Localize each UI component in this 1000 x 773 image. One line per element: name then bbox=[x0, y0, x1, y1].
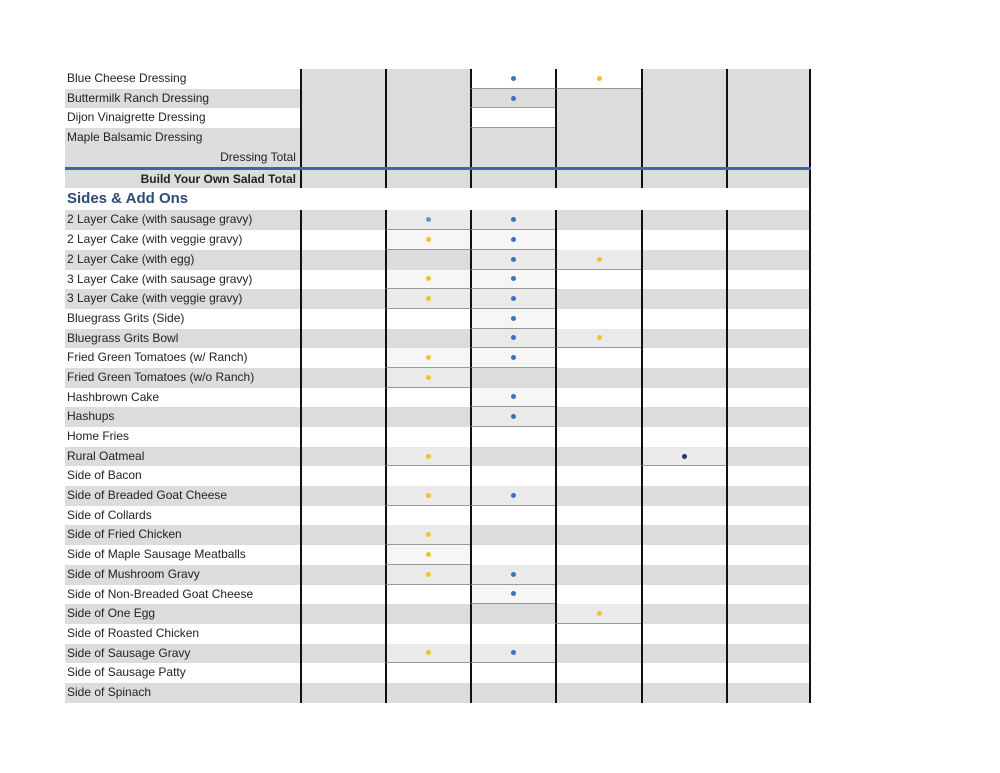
grid-cell bbox=[726, 624, 811, 644]
row-label: Bluegrass Grits Bowl bbox=[67, 330, 179, 345]
sides-row bbox=[65, 565, 811, 585]
grid-cell bbox=[641, 329, 726, 349]
grid-cell bbox=[641, 663, 726, 683]
grid-cell bbox=[641, 69, 726, 89]
dressing-row bbox=[65, 108, 811, 128]
gold-dot-icon bbox=[426, 493, 431, 498]
grid-cell bbox=[555, 309, 640, 329]
grid-cell bbox=[300, 128, 385, 148]
grid-cell bbox=[641, 565, 726, 585]
grid-cell bbox=[726, 309, 811, 329]
grid-cell bbox=[726, 368, 811, 388]
grid-cell bbox=[385, 407, 470, 427]
dressing-row bbox=[65, 69, 811, 89]
grid-cell bbox=[300, 683, 385, 703]
grid-cell bbox=[300, 250, 385, 270]
grid-cell bbox=[385, 525, 470, 545]
grid-cell bbox=[300, 329, 385, 349]
row-label: Side of One Egg bbox=[67, 606, 156, 621]
grid-cell bbox=[726, 683, 811, 703]
blue-dot-icon bbox=[511, 493, 516, 498]
grid-cell bbox=[385, 69, 470, 89]
blue-dot-icon bbox=[511, 296, 516, 301]
grid-cell bbox=[726, 388, 811, 408]
grid-cell bbox=[300, 604, 385, 624]
gold-dot-icon bbox=[426, 276, 431, 281]
sides-row bbox=[65, 466, 811, 486]
grid-cell bbox=[726, 128, 811, 148]
dressing-total-label: Dressing Total bbox=[220, 149, 296, 164]
grid-cell bbox=[385, 309, 470, 329]
gold-dot-icon bbox=[597, 611, 602, 616]
sides-row bbox=[65, 407, 811, 427]
grid-cell bbox=[555, 466, 640, 486]
grid-cell bbox=[385, 506, 470, 526]
grid-cell bbox=[385, 329, 470, 349]
grid-cell bbox=[555, 486, 640, 506]
grid-cell bbox=[470, 663, 555, 683]
grid-cell bbox=[555, 624, 640, 644]
grid-cell bbox=[470, 427, 555, 447]
row-label: Side of Fried Chicken bbox=[67, 527, 182, 542]
grid-cell bbox=[641, 309, 726, 329]
row-label: Bluegrass Grits (Side) bbox=[67, 310, 185, 325]
grid-cell bbox=[641, 486, 726, 506]
grid-cell bbox=[300, 368, 385, 388]
grid-cell bbox=[641, 545, 726, 565]
grid-cell bbox=[555, 270, 640, 290]
grid-cell bbox=[726, 230, 811, 250]
grid-cell bbox=[470, 348, 555, 368]
grid-cell bbox=[555, 525, 640, 545]
grid-cell bbox=[470, 565, 555, 585]
grid-cell bbox=[641, 148, 726, 168]
sides-row bbox=[65, 368, 811, 388]
row-label: Fried Green Tomatoes (w/ Ranch) bbox=[67, 350, 248, 365]
grid-cell bbox=[300, 289, 385, 309]
row-label: Blue Cheese Dressing bbox=[67, 71, 187, 85]
grid-cell bbox=[470, 230, 555, 250]
grid-cell bbox=[470, 250, 555, 270]
grid-cell bbox=[385, 663, 470, 683]
row-label: Side of Bacon bbox=[67, 468, 142, 483]
grid-cell bbox=[555, 407, 640, 427]
grid-cell bbox=[300, 466, 385, 486]
grid-cell bbox=[641, 466, 726, 486]
grid-cell bbox=[300, 585, 385, 605]
grid-cell bbox=[385, 604, 470, 624]
grid-cell bbox=[385, 427, 470, 447]
row-label: Maple Balsamic Dressing bbox=[67, 130, 203, 145]
dressing-row bbox=[65, 128, 811, 148]
grid-cell bbox=[726, 486, 811, 506]
grid-cell bbox=[726, 289, 811, 309]
grid-cell bbox=[470, 604, 555, 624]
grid-cell bbox=[470, 108, 555, 128]
sides-row bbox=[65, 585, 811, 605]
grid-cell bbox=[385, 683, 470, 703]
grid-cell bbox=[555, 230, 640, 250]
grid-cell bbox=[385, 486, 470, 506]
grid-cell bbox=[641, 388, 726, 408]
navy-dot-icon bbox=[682, 454, 687, 459]
row-label: Rural Oatmeal bbox=[67, 448, 145, 463]
gold-dot-icon bbox=[426, 532, 431, 537]
grid-cell bbox=[385, 466, 470, 486]
grid-cell bbox=[555, 89, 640, 109]
grid-cell bbox=[385, 170, 470, 188]
sides-row bbox=[65, 506, 811, 526]
grid-cell bbox=[470, 447, 555, 467]
row-label: Side of Collards bbox=[67, 507, 152, 522]
grid-cell bbox=[385, 108, 470, 128]
sides-row bbox=[65, 683, 811, 703]
sides-row bbox=[65, 427, 811, 447]
grid-cell bbox=[385, 230, 470, 250]
grid-cell bbox=[641, 89, 726, 109]
gold-dot-icon bbox=[426, 454, 431, 459]
grid-cell bbox=[385, 270, 470, 290]
grid-cell bbox=[726, 89, 811, 109]
grid-cell bbox=[300, 388, 385, 408]
grid-cell bbox=[726, 545, 811, 565]
grid-cell bbox=[470, 309, 555, 329]
grid-cell bbox=[470, 624, 555, 644]
sides-row bbox=[65, 525, 811, 545]
section-heading-row bbox=[65, 188, 811, 210]
grid-cell bbox=[300, 270, 385, 290]
grid-cell bbox=[641, 683, 726, 703]
grid-cell bbox=[555, 427, 640, 447]
grid-cell bbox=[300, 486, 385, 506]
row-label: 2 Layer Cake (with veggie gravy) bbox=[67, 232, 243, 247]
gold-dot-icon bbox=[426, 552, 431, 557]
row-label: Side of Mushroom Gravy bbox=[67, 566, 200, 581]
sides-row bbox=[65, 329, 811, 349]
sides-row bbox=[65, 289, 811, 309]
grid-cell bbox=[470, 69, 555, 89]
grid-cell bbox=[385, 545, 470, 565]
grid-cell bbox=[385, 585, 470, 605]
blue-dot-icon bbox=[511, 217, 516, 222]
salad-total-label: Build Your Own Salad Total bbox=[140, 172, 296, 187]
grid-cell bbox=[726, 663, 811, 683]
blue-dot-icon bbox=[511, 257, 516, 262]
grid-cell bbox=[300, 545, 385, 565]
row-label: Home Fries bbox=[67, 429, 130, 443]
grid-cell bbox=[726, 210, 811, 230]
grid-cell bbox=[726, 329, 811, 349]
lightblue-dot-icon bbox=[426, 217, 431, 222]
blue-dot-icon bbox=[511, 414, 516, 419]
row-label: Hashups bbox=[67, 409, 115, 424]
blue-dot-icon bbox=[511, 591, 516, 596]
grid-cell bbox=[641, 506, 726, 526]
gold-dot-icon bbox=[426, 296, 431, 301]
gold-dot-icon bbox=[597, 76, 602, 81]
dressing-row bbox=[65, 89, 811, 109]
blue-dot-icon bbox=[511, 572, 516, 577]
grid-cell bbox=[470, 148, 555, 168]
row-label: 3 Layer Cake (with veggie gravy) bbox=[67, 291, 243, 306]
grid-cell bbox=[726, 427, 811, 447]
row-label: Fried Green Tomatoes (w/o Ranch) bbox=[67, 369, 255, 384]
blue-dot-icon bbox=[511, 316, 516, 321]
grid-cell bbox=[726, 447, 811, 467]
grid-cell bbox=[726, 506, 811, 526]
grid-cell bbox=[726, 644, 811, 664]
grid-cell bbox=[641, 270, 726, 290]
grid-cell bbox=[726, 565, 811, 585]
grid-cell bbox=[641, 108, 726, 128]
grid-cell bbox=[555, 108, 640, 128]
grid-cell bbox=[641, 348, 726, 368]
grid-cell bbox=[641, 585, 726, 605]
grid-cell bbox=[641, 427, 726, 447]
grid-cell bbox=[726, 148, 811, 168]
section-title: Sides & Add Ons bbox=[67, 190, 189, 208]
grid-cell bbox=[300, 447, 385, 467]
grid-cell bbox=[385, 148, 470, 168]
grid-cell bbox=[555, 447, 640, 467]
grid-cell bbox=[726, 466, 811, 486]
grid-cell bbox=[555, 545, 640, 565]
grid-cell bbox=[470, 585, 555, 605]
grid-cell bbox=[555, 128, 640, 148]
grid-cell bbox=[300, 230, 385, 250]
sides-row bbox=[65, 250, 811, 270]
grid-cell bbox=[555, 170, 640, 188]
row-label: Buttermilk Ranch Dressing bbox=[67, 90, 210, 105]
row-label: Side of Non-Breaded Goat Cheese bbox=[67, 586, 254, 601]
grid-cell bbox=[300, 69, 385, 89]
grid-cell bbox=[555, 388, 640, 408]
grid-cell bbox=[555, 565, 640, 585]
sides-row bbox=[65, 348, 811, 368]
grid-cell bbox=[385, 348, 470, 368]
grid-cell bbox=[300, 210, 385, 230]
grid-cell bbox=[555, 329, 640, 349]
grid-cell bbox=[300, 407, 385, 427]
menu-allergen-sheet bbox=[65, 69, 811, 703]
grid-cell bbox=[385, 565, 470, 585]
grid-cell bbox=[470, 683, 555, 703]
row-label: Side of Breaded Goat Cheese bbox=[67, 488, 228, 503]
blue-dot-icon bbox=[511, 394, 516, 399]
grid-cell bbox=[385, 210, 470, 230]
blue-dot-icon bbox=[511, 650, 516, 655]
row-label: Hashbrown Cake bbox=[67, 389, 160, 404]
grid-cell bbox=[470, 466, 555, 486]
sides-row bbox=[65, 624, 811, 644]
grid-cell bbox=[385, 89, 470, 109]
sides-row bbox=[65, 604, 811, 624]
grid-cell bbox=[641, 624, 726, 644]
grid-cell bbox=[555, 604, 640, 624]
grid-cell bbox=[470, 506, 555, 526]
grid-cell bbox=[470, 486, 555, 506]
blue-dot-icon bbox=[511, 335, 516, 340]
sides-row bbox=[65, 447, 811, 467]
grid-cell bbox=[300, 89, 385, 109]
sides-row bbox=[65, 486, 811, 506]
gold-dot-icon bbox=[426, 355, 431, 360]
grid-cell bbox=[641, 644, 726, 664]
salad-total-row bbox=[65, 167, 811, 188]
row-label: 3 Layer Cake (with sausage gravy) bbox=[67, 271, 253, 286]
row-label: Side of Sausage Gravy bbox=[67, 645, 191, 660]
grid-cell bbox=[641, 230, 726, 250]
grid-cell bbox=[555, 69, 640, 89]
grid-cell bbox=[385, 388, 470, 408]
grid-cell bbox=[726, 170, 811, 188]
grid-cell bbox=[555, 368, 640, 388]
grid-cell bbox=[385, 368, 470, 388]
grid-cell bbox=[470, 525, 555, 545]
grid-cell bbox=[641, 170, 726, 188]
gold-dot-icon bbox=[426, 237, 431, 242]
grid-cell bbox=[300, 427, 385, 447]
gold-dot-icon bbox=[426, 375, 431, 380]
grid-cell bbox=[555, 585, 640, 605]
grid-cell bbox=[641, 250, 726, 270]
grid-cell bbox=[470, 128, 555, 148]
grid-cell bbox=[726, 525, 811, 545]
grid-cell bbox=[641, 289, 726, 309]
gold-dot-icon bbox=[597, 335, 602, 340]
sides-row bbox=[65, 388, 811, 408]
grid-cell bbox=[555, 348, 640, 368]
grid-cell bbox=[470, 368, 555, 388]
grid-cell bbox=[726, 604, 811, 624]
grid-cell bbox=[470, 407, 555, 427]
grid-cell bbox=[470, 270, 555, 290]
sides-row bbox=[65, 230, 811, 250]
grid-cell bbox=[385, 250, 470, 270]
dressing-total-row bbox=[65, 148, 811, 168]
grid-cell bbox=[555, 250, 640, 270]
row-label: Side of Roasted Chicken bbox=[67, 625, 200, 640]
blue-dot-icon bbox=[511, 96, 516, 101]
grid-cell bbox=[641, 525, 726, 545]
grid-cell bbox=[385, 644, 470, 664]
grid-cell bbox=[300, 506, 385, 526]
sides-row bbox=[65, 270, 811, 290]
grid-cell bbox=[300, 309, 385, 329]
blue-dot-icon bbox=[511, 276, 516, 281]
grid-cell bbox=[726, 348, 811, 368]
blue-dot-icon bbox=[511, 355, 516, 360]
sides-row bbox=[65, 545, 811, 565]
grid-cell bbox=[470, 329, 555, 349]
grid-cell bbox=[470, 289, 555, 309]
grid-cell bbox=[555, 663, 640, 683]
grid-cell bbox=[300, 170, 385, 188]
grid-cell bbox=[555, 148, 640, 168]
grid-cell bbox=[726, 108, 811, 128]
grid-cell bbox=[726, 250, 811, 270]
grid-cell bbox=[555, 506, 640, 526]
grid-cell bbox=[300, 348, 385, 368]
grid-cell bbox=[300, 663, 385, 683]
grid-cell bbox=[470, 170, 555, 188]
grid-cell bbox=[641, 447, 726, 467]
sides-row bbox=[65, 644, 811, 664]
blue-dot-icon bbox=[511, 76, 516, 81]
grid-cell bbox=[641, 210, 726, 230]
grid-cell bbox=[641, 368, 726, 388]
grid-cell bbox=[300, 624, 385, 644]
grid-cell bbox=[470, 210, 555, 230]
grid-cell bbox=[641, 407, 726, 427]
grid-cell bbox=[555, 289, 640, 309]
grid-cell bbox=[470, 388, 555, 408]
grid-cell bbox=[300, 108, 385, 128]
grid-cell bbox=[726, 270, 811, 290]
grid-cell bbox=[726, 407, 811, 427]
row-label: Dijon Vinaigrette Dressing bbox=[67, 110, 206, 125]
blue-dot-icon bbox=[511, 237, 516, 242]
row-label: Side of Sausage Patty bbox=[67, 665, 186, 680]
grid-cell bbox=[641, 128, 726, 148]
grid-cell bbox=[641, 604, 726, 624]
sides-row bbox=[65, 210, 811, 230]
grid-cell bbox=[385, 447, 470, 467]
grid-cell bbox=[300, 644, 385, 664]
row-label: Side of Maple Sausage Meatballs bbox=[67, 547, 246, 562]
grid-cell bbox=[555, 683, 640, 703]
grid-cell bbox=[470, 545, 555, 565]
grid-cell bbox=[726, 585, 811, 605]
grid-cell bbox=[726, 69, 811, 89]
grid-cell bbox=[385, 128, 470, 148]
gold-dot-icon bbox=[426, 650, 431, 655]
gold-dot-icon bbox=[597, 257, 602, 262]
grid-cell bbox=[470, 89, 555, 109]
grid-cell bbox=[470, 644, 555, 664]
grid-cell bbox=[300, 148, 385, 168]
row-label: 2 Layer Cake (with egg) bbox=[67, 251, 195, 266]
gold-dot-icon bbox=[426, 572, 431, 577]
sides-row bbox=[65, 663, 811, 683]
row-label: 2 Layer Cake (with sausage gravy) bbox=[67, 212, 253, 227]
grid-cell bbox=[300, 565, 385, 585]
row-label: Side of Spinach bbox=[67, 684, 152, 699]
grid-cell bbox=[385, 624, 470, 644]
sides-row bbox=[65, 309, 811, 329]
grid-cell bbox=[300, 525, 385, 545]
grid-cell bbox=[555, 210, 640, 230]
grid-cell bbox=[555, 644, 640, 664]
grid-cell bbox=[385, 289, 470, 309]
